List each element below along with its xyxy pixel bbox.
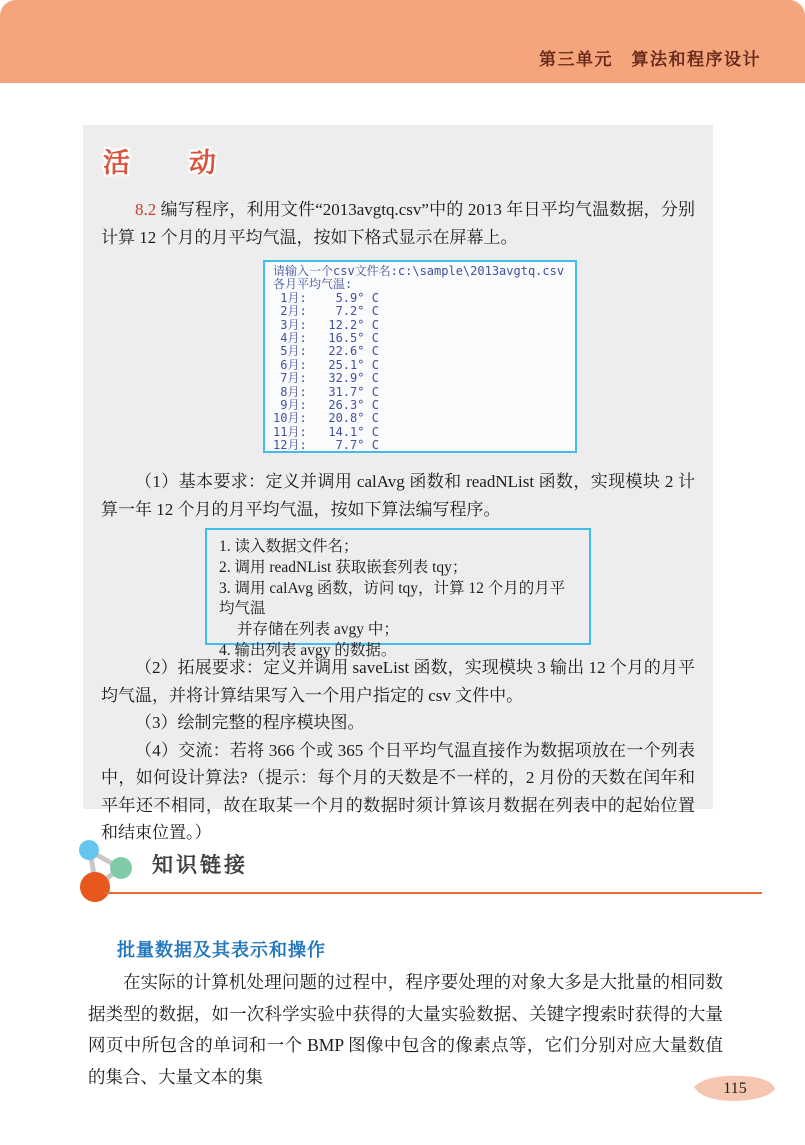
console-line: 3月: 12.2° C [273,317,379,332]
console-line: 各月平均气温: [273,277,353,292]
console-line: 5月: 22.6° C [273,344,379,359]
unit-header: 第三单元 算法和程序设计 [539,50,761,69]
top-orange-band [0,0,805,83]
console-line: 11月: 14.1° C [273,424,379,439]
console-line: 1月: 5.9° C [273,290,379,305]
console-output [263,260,577,453]
requirement-4: （4）交流：若将 366 个或 365 个日平均气温直接作为数据项放在一个列表中，如何设计算法?（提示：每个月的天数是不一样的，2 月份的天数在闰年和平年还不相同，故在取某一个月的数据时须计算该月数据在列表中的起始位置和结束位置。） [101,740,695,842]
knowledge-link-header [70,836,762,900]
console-line: 6月: 25.1° C [273,357,379,372]
page-number-badge [694,1074,776,1106]
requirement-2: （2）拓展要求：定义并调用 saveList 函数，实现模块 3 输出 12 个月的月平均气温，并将计算结果写入一个用户指定的 csv 文件中。 [101,658,695,705]
topic-heading: 批量数据及其表示和操作 [117,940,326,960]
algorithm-box [205,528,591,659]
algorithm-step: 4. 输出列表 avgy 的数据。 [219,641,397,659]
console-line: 请输入一个csv文件名:c:\sample\2013avgtq.csv [273,264,565,278]
console-line: 7月: 32.9° C [273,371,379,386]
algorithm-step: 1. 读入数据文件名； [219,538,359,555]
activity-title: 活 动 [103,148,232,178]
task-paragraph [101,196,695,251]
algorithm-step: 2. 调用 readNList 获取嵌套列表 tqy； [219,558,468,576]
orange-divider [104,892,762,894]
requirement-3: （3）绘制完整的程序模块图。 [135,713,365,732]
console-line: 8月: 31.7° C [273,384,379,399]
activity-section [83,125,713,842]
console-line: 4月: 16.5° C [273,331,379,346]
console-line: 2月: 7.2° C [273,304,379,319]
task-text: 编写程序，利用文件“2013avgtq.csv”中的 2013 年日平均气温数据，分别计算 12 个月的月平均气温，按如下格式显示在屏幕上。 [101,200,695,247]
knowledge-body-paragraph: 在实际的计算机处理问题的过程中，程序要处理的对象大多是大批量的相同数据类型的数据，如一次科学实验中获得的大量实验数据、关键字搜索时获得的大量网页中所包含的单词和一个 BMP 图像中包含的像素点等，它们分别对应大量数值的集合、大量文本的集 [88,972,723,1087]
console-line: 9月: 26.3° C [273,398,379,413]
page-number: 115 [723,1080,747,1097]
requirement-1: （1）基本要求：定义并调用 calAvg 函数和 readNList 函数，实现模块 2 计算一年 12 个月的月平均气温，按如下算法编写程序。 [101,472,695,519]
algorithm-step: 并存储在列表 avgy 中； [237,621,399,639]
console-line: 12月: 7.7° C [273,438,379,453]
algorithm-step: 3. 调用 calAvg 函数，访问 tqy，计算 12 个月的月平均气温 [219,579,566,618]
task-number: 8.2 [135,200,157,219]
knowledge-link-title: 知识链接 [152,854,248,877]
console-line: 10月: 20.8° C [273,411,379,426]
